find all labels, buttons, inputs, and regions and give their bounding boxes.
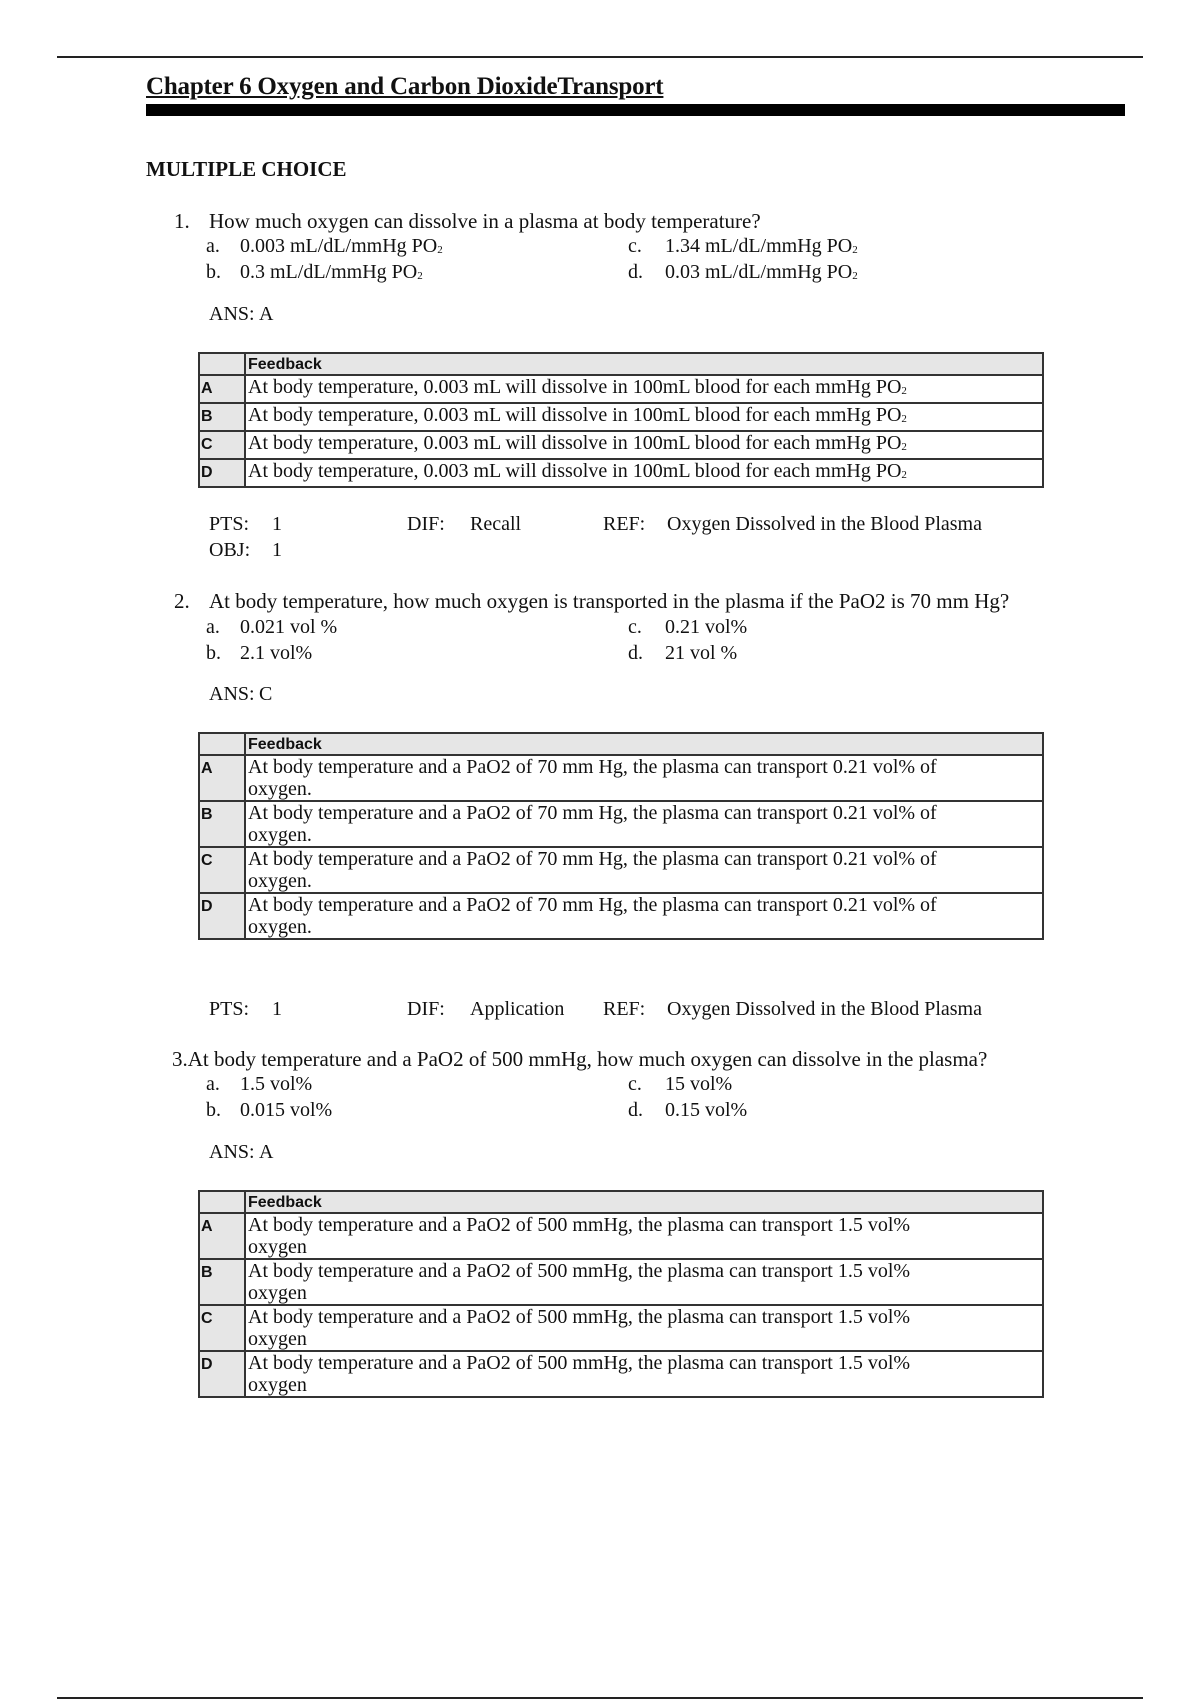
feedback-row xyxy=(199,801,1043,847)
feedback-row xyxy=(199,375,1043,403)
feedback-line: oxygen xyxy=(248,1236,307,1258)
feedback-line: At body temperature and a PaO2 of 70 mm Hg, the plasma can transport 0.21 vol% of xyxy=(248,894,937,916)
option-a xyxy=(206,1073,312,1096)
reference xyxy=(603,998,982,1021)
option-letter: d. xyxy=(628,261,643,283)
feedback-letter: C xyxy=(199,847,245,893)
question-stem xyxy=(174,589,1009,614)
feedback-subscript: 2 xyxy=(901,413,907,425)
feedback-line: At body temperature, 0.003 mL will dissolve in 100mL blood for each mmHg PO xyxy=(248,432,902,454)
reference xyxy=(603,513,982,536)
question-number: 3. xyxy=(172,1047,188,1071)
feedback-header: Feedback xyxy=(245,1191,1043,1213)
feedback-text xyxy=(245,847,1043,893)
feedback-row xyxy=(199,847,1043,893)
option-letter: c. xyxy=(628,235,642,257)
feedback-row xyxy=(199,1351,1043,1397)
pts-value: 1 xyxy=(272,998,282,1020)
option-text: 0.03 mL/dL/mmHg PO xyxy=(665,261,853,283)
feedback-row xyxy=(199,755,1043,801)
ref-label: REF: xyxy=(603,998,646,1020)
feedback-letter: A xyxy=(199,755,245,801)
option-text: 2.1 vol% xyxy=(240,642,313,664)
option-text: 0.3 mL/dL/mmHg PO xyxy=(240,261,418,283)
option-letter: d. xyxy=(628,1099,643,1121)
feedback-text xyxy=(245,755,1043,801)
question-stem xyxy=(172,1047,987,1072)
feedback-row xyxy=(199,1259,1043,1305)
objective xyxy=(209,539,282,562)
feedback-table xyxy=(198,352,1044,488)
feedback-line: At body temperature and a PaO2 of 500 mmHg, the plasma can transport 1.5 vol% xyxy=(248,1306,911,1328)
ref-value: Oxygen Dissolved in the Blood Plasma xyxy=(667,998,982,1020)
feedback-text xyxy=(245,403,1043,431)
dif-value: Application xyxy=(470,998,565,1020)
feedback-text xyxy=(245,1351,1043,1397)
option-text: 0.003 mL/dL/mmHg PO xyxy=(240,235,438,257)
feedback-text xyxy=(245,1305,1043,1351)
dif-label: DIF: xyxy=(407,998,445,1020)
feedback-table xyxy=(198,1190,1044,1398)
feedback-line: At body temperature, 0.003 mL will dissolve in 100mL blood for each mmHg PO xyxy=(248,404,902,426)
feedback-letter: A xyxy=(199,375,245,403)
pts-label: PTS: xyxy=(209,998,250,1020)
feedback-line: At body temperature and a PaO2 of 70 mm Hg, the plasma can transport 0.21 vol% of xyxy=(248,802,937,824)
option-letter: d. xyxy=(628,642,643,664)
feedback-line: At body temperature, 0.003 mL will dissolve in 100mL blood for each mmHg PO xyxy=(248,460,902,482)
feedback-row xyxy=(199,459,1043,487)
obj-value: 1 xyxy=(272,539,282,561)
feedback-letter: A xyxy=(199,1213,245,1259)
ref-value: Oxygen Dissolved in the Blood Plasma xyxy=(667,513,982,535)
answer-label: ANS: xyxy=(209,303,255,325)
answer xyxy=(209,683,272,706)
feedback-row xyxy=(199,1213,1043,1259)
feedback-header-row xyxy=(199,733,1043,755)
option-a xyxy=(206,235,443,258)
feedback-header-blank xyxy=(199,1191,245,1213)
feedback-header-row xyxy=(199,1191,1043,1213)
pts xyxy=(209,998,282,1021)
option-subscript: 2 xyxy=(852,244,858,256)
feedback-text xyxy=(245,459,1043,487)
option-d xyxy=(628,1099,747,1122)
question-number: 1. xyxy=(174,209,190,233)
option-text: 0.21 vol% xyxy=(665,616,748,638)
feedback-header-blank xyxy=(199,353,245,375)
answer-label: ANS: xyxy=(209,1141,255,1163)
option-letter: c. xyxy=(628,1073,642,1095)
feedback-subscript: 2 xyxy=(901,385,907,397)
feedback-line: oxygen. xyxy=(248,824,312,846)
option-letter: a. xyxy=(206,616,220,638)
question-number: 2. xyxy=(174,589,190,613)
feedback-letter: B xyxy=(199,1259,245,1305)
feedback-text xyxy=(245,893,1043,939)
feedback-line: oxygen. xyxy=(248,778,312,800)
answer-value: A xyxy=(259,303,274,325)
feedback-text xyxy=(245,375,1043,403)
obj-label: OBJ: xyxy=(209,539,251,561)
chapter-title: Chapter 6 Oxygen and Carbon DioxideTransport xyxy=(146,73,664,100)
feedback-line: At body temperature and a PaO2 of 500 mmHg, the plasma can transport 1.5 vol% xyxy=(248,1260,911,1282)
pts xyxy=(209,513,282,536)
answer-value: A xyxy=(259,1141,274,1163)
option-d xyxy=(628,642,737,665)
dif-value: Recall xyxy=(470,513,522,535)
option-text: 1.5 vol% xyxy=(240,1073,313,1095)
option-b xyxy=(206,642,312,665)
option-text: 1.34 mL/dL/mmHg PO xyxy=(665,235,853,257)
feedback-line: At body temperature and a PaO2 of 500 mmHg, the plasma can transport 1.5 vol% xyxy=(248,1214,911,1236)
page-top-rule xyxy=(57,56,1143,58)
feedback-row xyxy=(199,431,1043,459)
difficulty xyxy=(407,513,521,536)
option-letter: b. xyxy=(206,261,221,283)
feedback-letter: C xyxy=(199,1305,245,1351)
option-text: 15 vol% xyxy=(665,1073,733,1095)
feedback-letter: B xyxy=(199,801,245,847)
feedback-text xyxy=(245,801,1043,847)
option-subscript: 2 xyxy=(852,270,858,282)
feedback-subscript: 2 xyxy=(901,441,907,453)
option-letter: a. xyxy=(206,235,220,257)
feedback-letter: D xyxy=(199,1351,245,1397)
feedback-header: Feedback xyxy=(245,353,1043,375)
feedback-header-row xyxy=(199,353,1043,375)
question-text: At body temperature and a PaO2 of 500 mmHg, how much oxygen can dissolve in the plasma? xyxy=(187,1047,988,1071)
feedback-text xyxy=(245,431,1043,459)
feedback-letter: D xyxy=(199,893,245,939)
title-bar xyxy=(146,104,1125,116)
answer xyxy=(209,303,273,326)
feedback-line: At body temperature and a PaO2 of 70 mm Hg, the plasma can transport 0.21 vol% of xyxy=(248,756,937,778)
feedback-header-blank xyxy=(199,733,245,755)
option-b xyxy=(206,1099,332,1122)
option-text: 0.021 vol % xyxy=(240,616,338,638)
feedback-letter: B xyxy=(199,403,245,431)
feedback-line: oxygen xyxy=(248,1282,307,1304)
dif-label: DIF: xyxy=(407,513,445,535)
option-c xyxy=(628,616,747,639)
feedback-text xyxy=(245,1259,1043,1305)
question-stem xyxy=(174,209,761,234)
feedback-row xyxy=(199,1305,1043,1351)
feedback-table xyxy=(198,732,1044,940)
feedback-header: Feedback xyxy=(245,733,1043,755)
option-b xyxy=(206,261,423,284)
feedback-line: oxygen xyxy=(248,1374,307,1396)
pts-label: PTS: xyxy=(209,513,250,535)
feedback-line: oxygen. xyxy=(248,870,312,892)
option-letter: c. xyxy=(628,616,642,638)
feedback-letter: C xyxy=(199,431,245,459)
answer-label: ANS: xyxy=(209,683,255,705)
feedback-letter: D xyxy=(199,459,245,487)
pts-value: 1 xyxy=(272,513,282,535)
feedback-text xyxy=(245,1213,1043,1259)
feedback-line: oxygen xyxy=(248,1328,307,1350)
option-text: 21 vol % xyxy=(665,642,738,664)
feedback-line: At body temperature, 0.003 mL will dissolve in 100mL blood for each mmHg PO xyxy=(248,376,902,398)
answer xyxy=(209,1141,273,1164)
option-subscript: 2 xyxy=(437,244,443,256)
option-letter: b. xyxy=(206,642,221,664)
feedback-subscript: 2 xyxy=(901,469,907,481)
feedback-row xyxy=(199,893,1043,939)
option-a xyxy=(206,616,337,639)
option-c xyxy=(628,235,858,258)
ref-label: REF: xyxy=(603,513,646,535)
feedback-line: At body temperature and a PaO2 of 70 mm Hg, the plasma can transport 0.21 vol% of xyxy=(248,848,937,870)
option-text: 0.15 vol% xyxy=(665,1099,748,1121)
feedback-row xyxy=(199,403,1043,431)
option-c xyxy=(628,1073,732,1096)
difficulty xyxy=(407,998,564,1021)
option-d xyxy=(628,261,858,284)
feedback-line: oxygen. xyxy=(248,916,312,938)
option-text: 0.015 vol% xyxy=(240,1099,333,1121)
option-subscript: 2 xyxy=(417,270,423,282)
question-text: At body temperature, how much oxygen is transported in the plasma if the PaO2 is 70 mm Hg? xyxy=(209,589,1010,613)
option-letter: b. xyxy=(206,1099,221,1121)
answer-value: C xyxy=(259,683,273,705)
feedback-line: At body temperature and a PaO2 of 500 mmHg, the plasma can transport 1.5 vol% xyxy=(248,1352,911,1374)
section-title: MULTIPLE CHOICE xyxy=(146,157,347,181)
question-text: How much oxygen can dissolve in a plasma at body temperature? xyxy=(209,209,761,233)
page-bottom-rule xyxy=(57,1697,1143,1699)
option-letter: a. xyxy=(206,1073,220,1095)
